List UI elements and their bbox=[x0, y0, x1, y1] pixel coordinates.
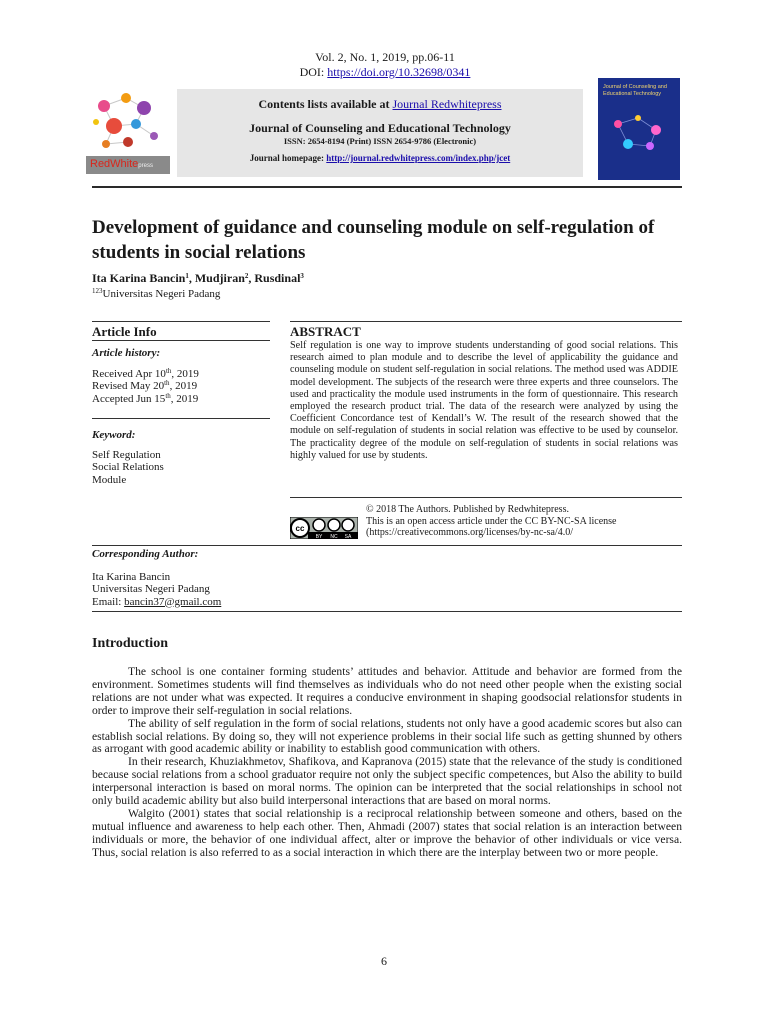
doi-label: DOI: bbox=[299, 65, 328, 79]
page-number: 6 bbox=[381, 954, 387, 968]
article-history bbox=[92, 347, 270, 405]
svg-text:SA: SA bbox=[344, 534, 352, 539]
svg-text:NC: NC bbox=[330, 534, 338, 539]
corresponding-label: Corresponding Author: bbox=[92, 548, 199, 560]
svg-text:cc: cc bbox=[295, 524, 305, 533]
keyword-item: Social Relations bbox=[92, 461, 164, 473]
info-bottom-rule bbox=[92, 611, 682, 612]
logo-text: RedWhitepress bbox=[90, 158, 153, 170]
keyword-item: Module bbox=[92, 473, 127, 486]
paragraph: The school is one container forming students’ attitudes and behavior. Attitude and behavior are formed from the environment. Sometimes students will find themselves as individuals who do not need other people when the existing social relations are not under what was expected. It requires a conducive environment in shaping goodsocial relationsfor students in order to improve their self-regulation in social relations. bbox=[92, 665, 682, 717]
homepage-line: Journal homepage: http://journal.redwhitepress.com/index.php/jcet bbox=[249, 153, 511, 163]
keyword-label: Keyword: bbox=[92, 429, 136, 441]
cc-license-badge bbox=[290, 517, 358, 539]
accepted-date: Accepted Jun 15th, 2019 bbox=[92, 391, 199, 405]
homepage-link[interactable]: http://journal.redwhitepress.com/index.php/jcet bbox=[326, 153, 511, 163]
journal-name: Journal of Counseling and Educational Technology bbox=[249, 121, 511, 135]
revised-date: Revised May 20th, 2019 bbox=[92, 379, 198, 392]
paragraph: In their research, Khuziakhmetov, Shafikova, and Kapranova (2015) state that the relevance of the study is conditioned because social relations from a school graduator require not only the subject specific competences, but Also the ability to build interpersonal interaction is based on moral norms. The opinion can be interpreted that the social relationships in school not only build academic ability but also build interpersonal interactions that are based on moral norms. bbox=[92, 755, 682, 808]
license-text: © 2018 The Authors. Published by Redwhitepress. This is an open access article under the CC BY-NC-SA license (https://creativecommons.org/licenses/by-nc-sa/4.0/ bbox=[366, 504, 617, 538]
volume-info: Vol. 2, No. 1, 2019, pp.06-11 bbox=[315, 50, 455, 64]
introduction-body bbox=[92, 666, 682, 860]
journal-banner bbox=[177, 89, 583, 177]
journal-issue-header bbox=[240, 50, 530, 80]
abstract-heading: ABSTRACT bbox=[290, 324, 361, 339]
corr-affiliation: Universitas Negeri Padang bbox=[92, 583, 210, 595]
affiliation: $^{123}$Universitas Negeri Padang bbox=[92, 287, 221, 300]
paragraph: The ability of self regulation in the form of social relations, students not only have a good academic scores but also can establish social relations. By doing so, they will not experience problems in their social life such as getting shunned by others as arrogant with good academic ability or inability to establish good communication with others. bbox=[92, 716, 682, 756]
abstract-bottom-rule bbox=[290, 497, 682, 498]
introduction-heading: Introduction bbox=[92, 636, 168, 651]
svg-text:BY: BY bbox=[315, 534, 323, 539]
paragraph: Walgito (2001) states that social relationship is a reciprocal relationship between someone and others, based on the mutual influence and awareness to help each other. Then, Ahmadi (2007) states that social relation is an interaction between individuals or more, the behavior of one individual affect, alter or improve the behavior of other individuals or vice versa. Thus, social relation is also referred to as a social interaction in which there are the interplay between two or more people. bbox=[92, 806, 682, 859]
history-label: Article history: bbox=[92, 347, 161, 359]
abstract-text: Self regulation is one way to improve students understanding of good social relations. This research aimed to plan module and to describe the level of applicability the guidance and counseling module on student self-regulation in social relations. The method used was ADDIE model development. The subjects of the research were three experts and three counselors. The used and practicality the module used instruments in the form of questionnaire. This research employed the research product trial. The data of the research were analyzed by using the Coefficient Concordance test of Kendall’s W. The result of the research showed that the module on self-regulation of students in social relation was effective to be used by counselor. The practicality degree of the module on self-regulation of students in social relations was highly valued for use by students. bbox=[290, 340, 678, 461]
keyword-rule bbox=[92, 418, 270, 419]
doi-line bbox=[240, 65, 530, 80]
cover-network-icon bbox=[598, 104, 680, 168]
author-list: Ita Karina Bancin$^1$, Mudjiran$^2$, Rusdinal$^3$ bbox=[92, 271, 304, 285]
corr-email: Email: bancin37@gmail.com bbox=[92, 595, 222, 608]
issn-line: ISSN: 2654-8194 (Print) ISSN 2654-9786 (Electronic) bbox=[283, 136, 477, 146]
redwhitepress-logo bbox=[84, 86, 172, 178]
email-link[interactable]: bancin37@gmail.com bbox=[124, 595, 222, 608]
corresponding-author-block bbox=[92, 548, 392, 608]
article-info-heading: Article Info bbox=[92, 324, 157, 339]
keywords-block bbox=[92, 429, 270, 486]
corresponding-rule bbox=[92, 545, 682, 546]
received-date: Received Apr 10th, 2019 bbox=[92, 366, 199, 380]
contents-line: Contents lists available at Journal Redwhitepress bbox=[258, 97, 502, 111]
info-top-rule bbox=[92, 321, 270, 322]
journal-cover-image bbox=[598, 78, 680, 180]
corr-name: Ita Karina Bancin bbox=[92, 570, 171, 583]
cc-by-nc-sa-icon bbox=[290, 517, 358, 539]
article-title: Development of guidance and counseling module on self-regulation of students in social relations bbox=[92, 217, 655, 263]
info-heading-rule bbox=[92, 340, 270, 341]
keyword-item: Self Regulation bbox=[92, 448, 161, 461]
abstract-top-rule bbox=[290, 321, 682, 322]
cover-title: Journal of Counseling and Educational Technology bbox=[603, 84, 667, 97]
doi-link[interactable]: https://doi.org/10.32698/0341 bbox=[327, 65, 471, 79]
header-divider bbox=[92, 186, 682, 188]
journal-link[interactable]: Journal Redwhitepress bbox=[392, 97, 502, 111]
